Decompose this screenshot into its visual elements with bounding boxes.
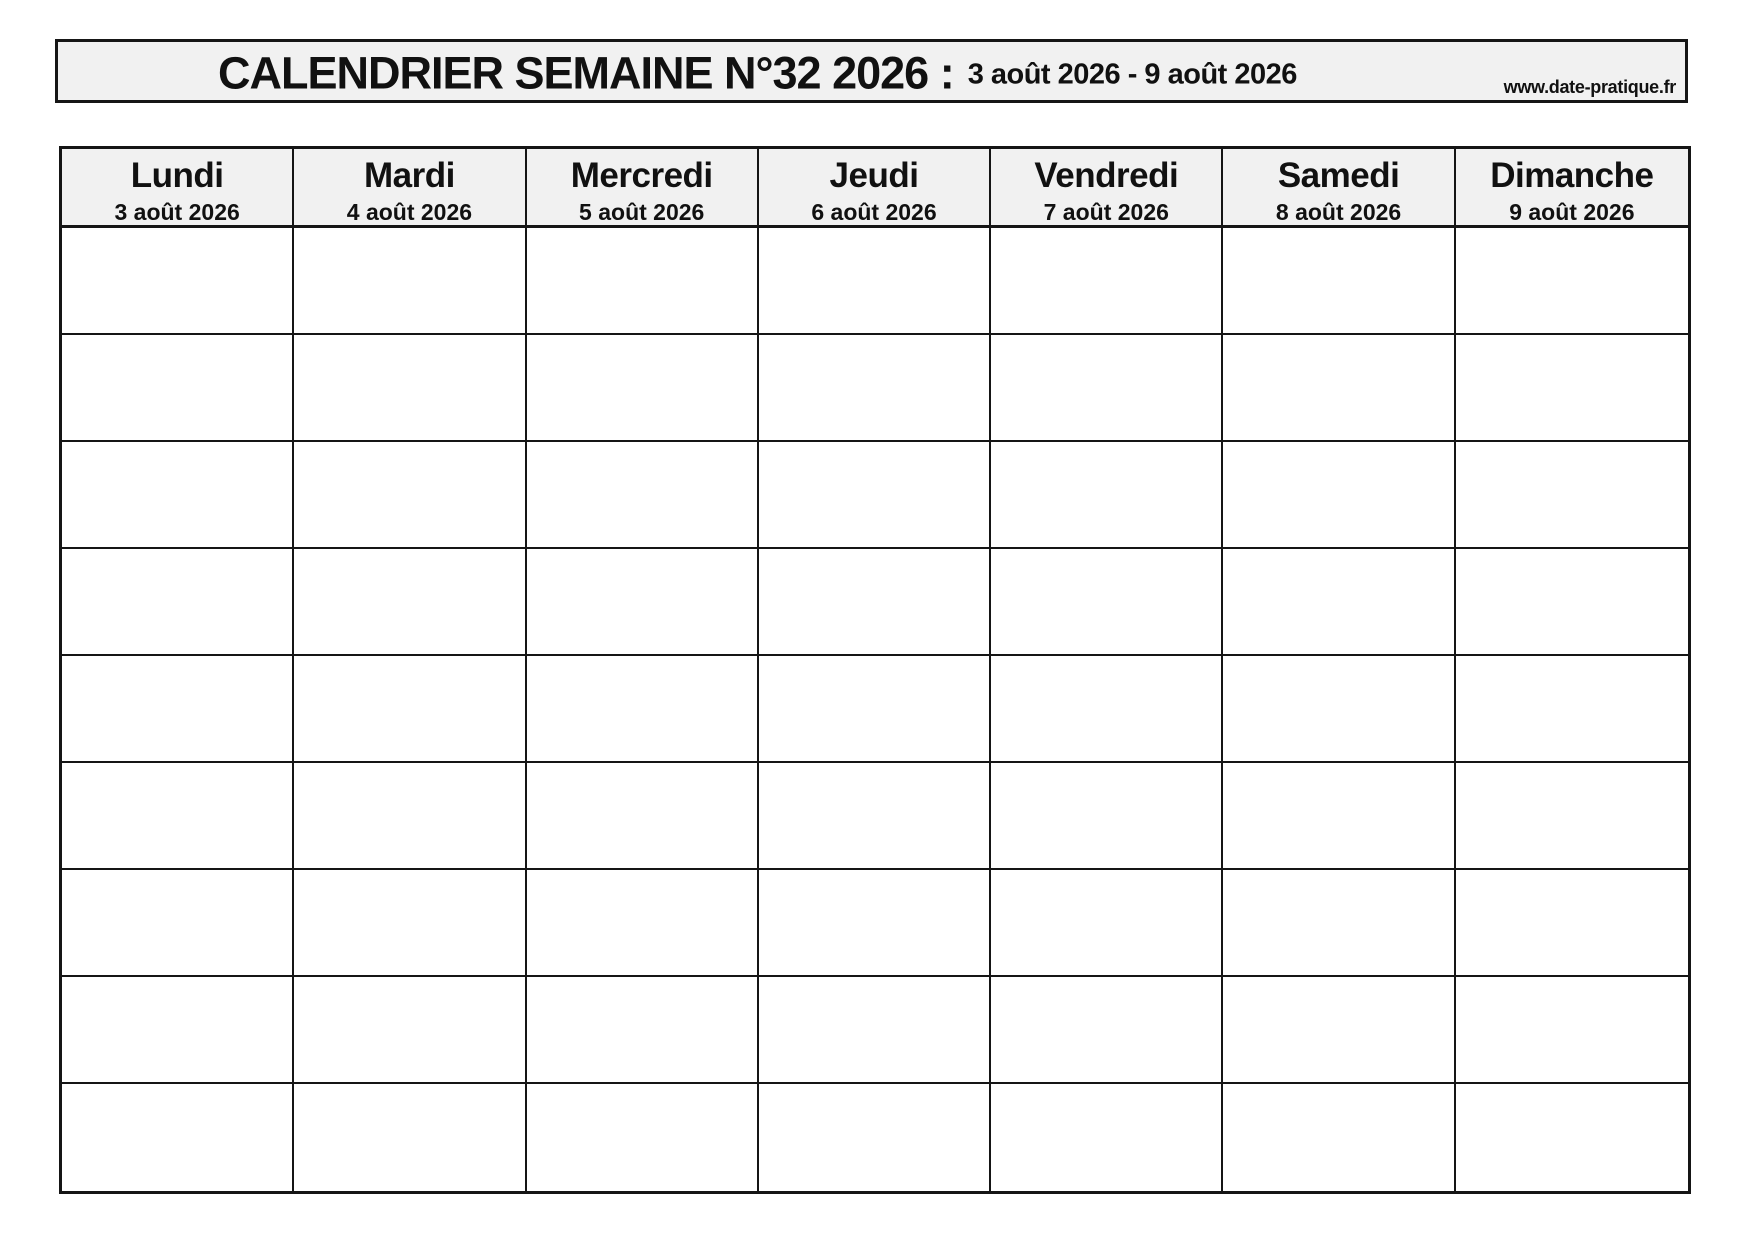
calendar-cell: [759, 763, 991, 870]
calendar-cell: [294, 335, 526, 442]
day-name: Lundi: [130, 156, 224, 195]
calendar-cell: [759, 335, 991, 442]
page-title-line: [218, 47, 1297, 99]
calendar-body: [62, 228, 1688, 1191]
calendar-cell: [1456, 763, 1688, 870]
day-date: 7 août 2026: [1043, 199, 1169, 225]
calendar-cell: [527, 977, 759, 1084]
calendar-cell: [759, 228, 991, 335]
calendar-cell: [1223, 549, 1455, 656]
day-header-jeudi: [759, 149, 991, 228]
calendar-cell: [759, 656, 991, 763]
day-date: 9 août 2026: [1509, 199, 1635, 225]
calendar-cell: [759, 442, 991, 549]
calendar-cell: [294, 1084, 526, 1191]
calendar-cell: [62, 656, 294, 763]
calendar-header-row: [62, 149, 1688, 228]
calendar-cell: [527, 870, 759, 977]
day-header-dimanche: [1456, 149, 1688, 228]
calendar-cell: [1223, 1084, 1455, 1191]
calendar-cell: [759, 977, 991, 1084]
calendar-cell: [1223, 977, 1455, 1084]
calendar-cell: [1223, 656, 1455, 763]
calendar-cell: [294, 442, 526, 549]
calendar-cell: [294, 763, 526, 870]
calendar-cell: [1456, 549, 1688, 656]
day-date: 5 août 2026: [579, 199, 705, 225]
calendar-cell: [1456, 335, 1688, 442]
calendar-cell: [1456, 228, 1688, 335]
calendar-cell: [62, 335, 294, 442]
week-calendar-table: [59, 146, 1691, 1194]
calendar-cell: [294, 549, 526, 656]
calendar-cell: [62, 549, 294, 656]
calendar-cell: [294, 228, 526, 335]
calendar-cell: [62, 870, 294, 977]
day-date: 3 août 2026: [114, 199, 240, 225]
page-title-date-range: 3 août 2026 - 9 août 2026: [967, 58, 1297, 91]
calendar-cell: [759, 1084, 991, 1191]
page-title: CALENDRIER SEMAINE N°32 2026 :: [218, 47, 954, 99]
calendar-cell: [527, 442, 759, 549]
calendar-cell: [527, 228, 759, 335]
title-banner: [55, 39, 1688, 103]
calendar-cell: [991, 335, 1223, 442]
day-name: Vendredi: [1034, 156, 1179, 195]
calendar-cell: [759, 549, 991, 656]
calendar-cell: [991, 549, 1223, 656]
calendar-cell: [991, 228, 1223, 335]
day-header-vendredi: [991, 149, 1223, 228]
calendar-cell: [1456, 977, 1688, 1084]
day-name: Mardi: [363, 156, 455, 195]
calendar-cell: [991, 870, 1223, 977]
calendar-cell: [1456, 442, 1688, 549]
day-header-mardi: [294, 149, 526, 228]
calendar-cell: [991, 977, 1223, 1084]
calendar-cell: [62, 228, 294, 335]
website-url: www.date-pratique.fr: [1503, 77, 1676, 97]
calendar-cell: [527, 763, 759, 870]
calendar-cell: [527, 549, 759, 656]
day-name: Mercredi: [570, 156, 713, 195]
calendar-cell: [1456, 870, 1688, 977]
day-date: 4 août 2026: [346, 199, 473, 225]
calendar-cell: [759, 870, 991, 977]
calendar-cell: [1223, 870, 1455, 977]
day-header-lundi: [62, 149, 294, 228]
calendar-cell: [527, 335, 759, 442]
calendar-cell: [527, 1084, 759, 1191]
calendar-cell: [1456, 1084, 1688, 1191]
calendar-cell: [294, 870, 526, 977]
day-header-mercredi: [527, 149, 759, 228]
calendar-cell: [991, 442, 1223, 549]
calendar-cell: [1223, 763, 1455, 870]
calendar-cell: [62, 763, 294, 870]
calendar-cell: [62, 977, 294, 1084]
calendar-cell: [991, 656, 1223, 763]
calendar-cell: [991, 1084, 1223, 1191]
day-date: 8 août 2026: [1275, 199, 1402, 225]
calendar-cell: [1223, 335, 1455, 442]
day-name: Jeudi: [829, 156, 919, 195]
calendar-cell: [294, 656, 526, 763]
calendar-cell: [527, 656, 759, 763]
calendar-cell: [1223, 442, 1455, 549]
calendar-cell: [62, 1084, 294, 1191]
day-header-samedi: [1223, 149, 1455, 228]
day-name: Dimanche: [1490, 156, 1654, 195]
calendar-cell: [991, 763, 1223, 870]
day-date: 6 août 2026: [811, 199, 937, 225]
calendar-cell: [1456, 656, 1688, 763]
day-name: Samedi: [1277, 156, 1400, 195]
calendar-cell: [294, 977, 526, 1084]
calendar-cell: [1223, 228, 1455, 335]
calendar-cell: [62, 442, 294, 549]
